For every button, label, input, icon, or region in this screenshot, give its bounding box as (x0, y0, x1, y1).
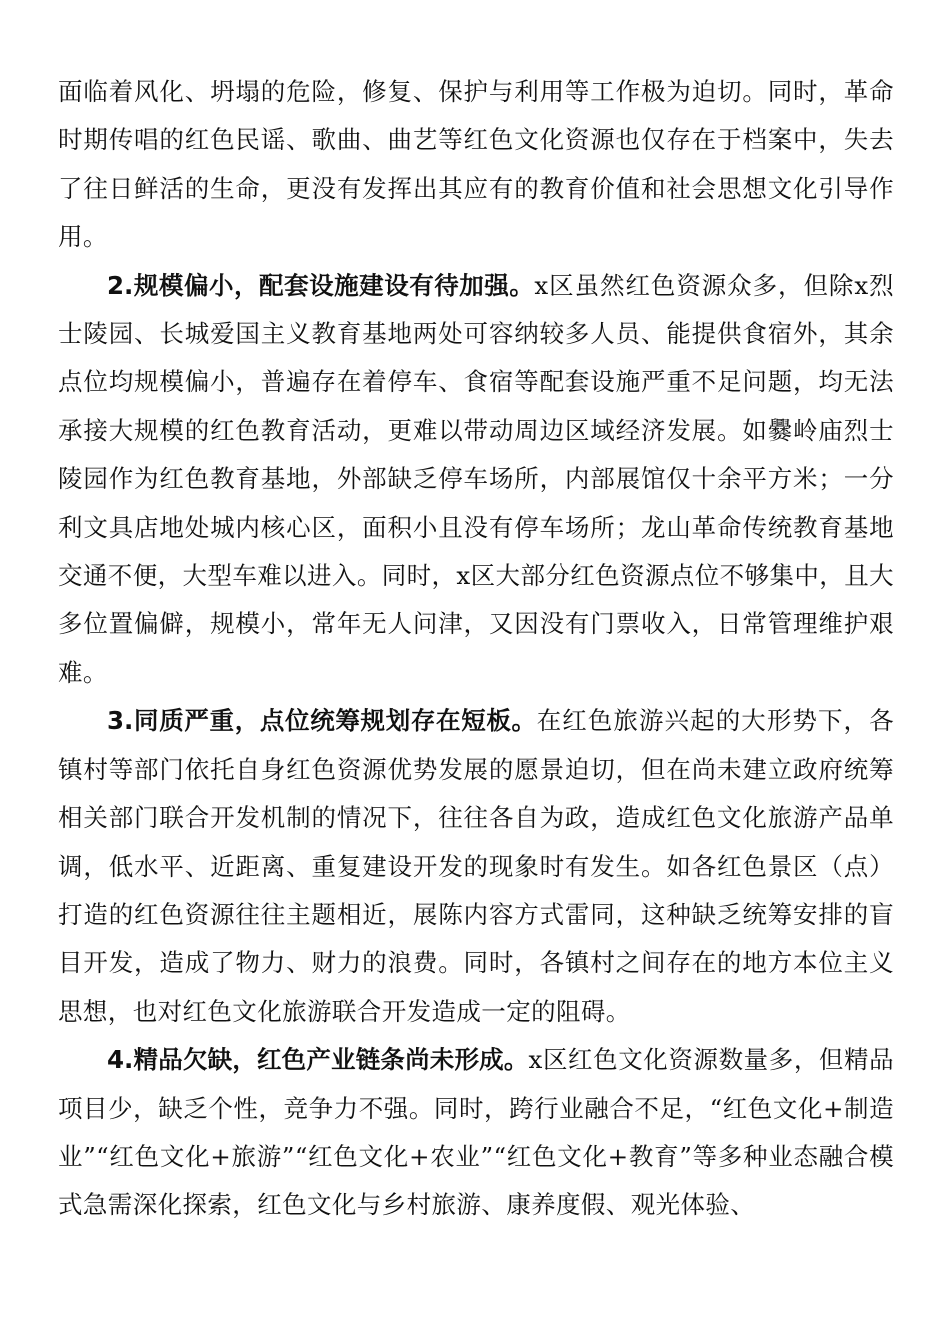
paragraph-scale-facilities (58, 262, 894, 698)
paragraph-homogeneity-planning (58, 697, 894, 1036)
paragraph-body: x区虽然红色资源众多，但除x烈士陵园、长城爱国主义教育基地两处可容纳较多人员、能提供食宿外，其余点位均规模偏小，普遍存在着停车、食宿等配套设施严重不足问题，均无法承接大规模的红色教育活动，更难以带动周边区域经济发展。如爨岭庙烈士陵园作为红色教育基地，外部缺乏停车场所，内部展馆仅十余平方米；一分利文具店地处城内核心区，面积小且没有停车场所；龙山革命传统教育基地交通不便，大型车难以进入。同时，x区大部分红色资源点位不够集中，且大多位置偏僻，规模小，常年无人问津，又因没有门票收入，日常管理维护艰难。 (58, 270, 894, 687)
paragraph-body: 在红色旅游兴起的大形势下，各镇村等部门依托自身红色资源优势发展的愿景迫切，但在尚未建立政府统筹相关部门联合开发机制的情况下，往往各自为政，造成红色文化旅游产品单调，低水平、近距离、重复建设开发的现象时有发生。如各红色景区（点）打造的红色资源往往主题相近，展陈内容方式雷同，这种缺乏统筹安排的盲目开发，造成了物力、财力的浪费。同时，各镇村之间存在的地方本位主义思想，也对红色文化旅游联合开发造成一定的阻碍。 (58, 706, 894, 1026)
paragraph-heading: 4.精品欠缺，红色产业链条尚未形成。 (107, 1045, 529, 1075)
document-page (58, 68, 894, 1230)
paragraph-heading: 2.规模偏小，配套设施建设有待加强。 (107, 270, 535, 300)
paragraph-body: 面临着风化、坍塌的危险，修复、保护与利用等工作极为迫切。同时，革命时期传唱的红色民谣、歌曲、曲艺等红色文化资源也仅存在于档案中，失去了往日鲜活的生命，更没有发挥出其应有的教育价值和社会思想文化引导作用。 (58, 77, 894, 252)
paragraph-body: x区红色文化资源数量多，但精品项目少，缺乏个性，竞争力不强。同时，跨行业融合不足，“红色文化+制造业”“红色文化+旅游”“红色文化+农业”“红色文化+教育”等多种业态融合模式急需深化探索，红色文化与乡村旅游、康养度假、观光体验、 (58, 1045, 894, 1220)
paragraph-quality-industry-chain (58, 1036, 894, 1230)
paragraph-heading: 3.同质严重，点位统筹规划存在短板。 (107, 706, 537, 736)
paragraph-continuation (58, 68, 894, 262)
